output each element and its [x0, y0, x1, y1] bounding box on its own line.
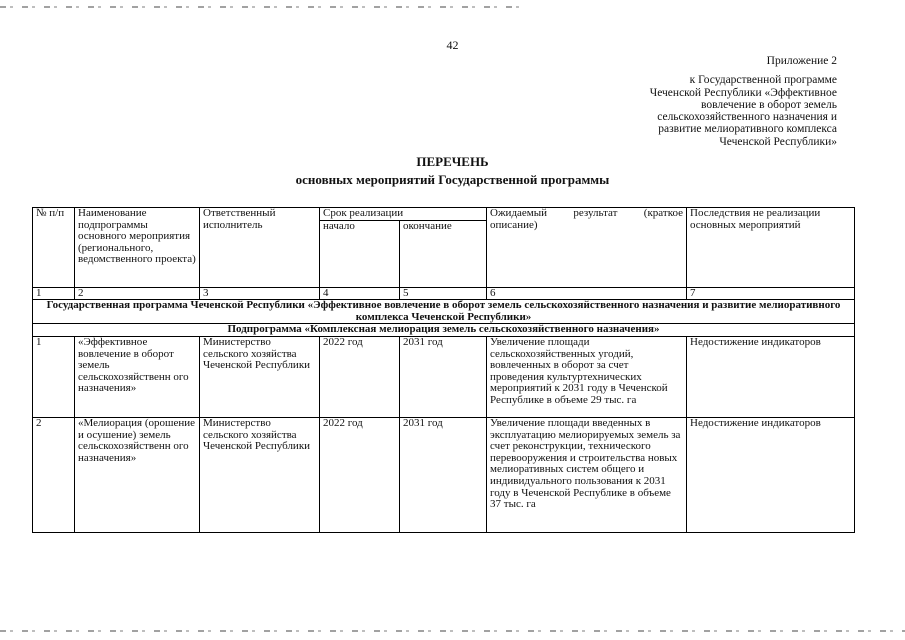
row-end: 2031 год [400, 417, 487, 532]
column-number: 1 [33, 287, 75, 300]
header-executor: Ответственный исполнитель [200, 208, 320, 288]
row-executor: Министерство сельского хозяйства Чеченской Республики [200, 336, 320, 417]
row-name: «Эффективное вовлечение в оборот земель сельскохозяйственн ого назначения» [75, 336, 200, 417]
header-num: № п/п [33, 208, 75, 288]
table-row [33, 336, 855, 417]
column-number: 4 [320, 287, 400, 300]
column-number: 2 [75, 287, 200, 300]
header-name: Наименование подпрограммы основного мероприятия (регионального, ведомственного проекта) [75, 208, 200, 288]
appendix-note [650, 55, 837, 148]
header-result: Ожидаемый результат (краткое описание) [487, 208, 687, 288]
appendix-line: Чеченской Республики» [719, 135, 837, 148]
measures-table [32, 207, 855, 533]
appendix-line: развитие мелиоративного комплекса [658, 123, 837, 136]
column-number: 6 [487, 287, 687, 300]
column-number: 3 [200, 287, 320, 300]
scan-artifact-top [0, 6, 520, 8]
appendix-line: сельскохозяйственного назначения и [657, 111, 837, 124]
appendix-title: Приложение 2 [766, 55, 837, 67]
document-heading [0, 153, 905, 189]
row-result: Увеличение площади введенных в эксплуатацию мелиорируемых земель за счет реконструкции, технического перевооружения и строительства новых мелиоративных систем общего и индивидуального пользования к 2031 году в Чеченской Республике в объеме 37 тыс. га [487, 417, 687, 532]
program-title: Государственная программа Чеченской Республики «Эффективное вовлечение в оборот земель сельскохозяйственного назначения и развитие мелиоративного комплекса Чеченской Республики» [33, 300, 855, 324]
subprogram-title-row [33, 324, 855, 337]
document-title: ПЕРЕЧЕНЬ [416, 154, 489, 169]
appendix-line: вовлечение в оборот земель [700, 98, 837, 111]
header-consequences: Последствия не реализации основных мероприятий [687, 208, 855, 288]
subprogram-title: Подпрограмма «Комплексная мелиорация земель сельскохозяйственного назначения» [33, 324, 855, 337]
column-number: 5 [400, 287, 487, 300]
table-row [33, 417, 855, 532]
row-start: 2022 год [320, 417, 400, 532]
row-num: 1 [33, 336, 75, 417]
program-title-row [33, 300, 855, 324]
appendix-line: Чеченской Республики «Эффективное [649, 86, 837, 99]
header-end: окончание [400, 220, 487, 287]
row-name: «Мелиорация (орошение и осушение) земель сельскохозяйственн ого назначения» [75, 417, 200, 532]
row-consequences: Недостижение индикаторов [687, 417, 855, 532]
column-number: 7 [687, 287, 855, 300]
scan-artifact-bottom [0, 630, 905, 632]
row-executor: Министерство сельского хозяйства Чеченской Республики [200, 417, 320, 532]
column-numbers-row [33, 287, 855, 300]
header-start: начало [320, 220, 400, 287]
row-result: Увеличение площади сельскохозяйственных угодий, вовлеченных в оборот за счет проведения культуртехнических мероприятий к 2031 году в Чеченской Республике в объеме 29 тыс. га [487, 336, 687, 417]
header-period: Срок реализации [320, 208, 487, 221]
document-subtitle: основных мероприятий Государственной программы [295, 172, 610, 187]
row-num: 2 [33, 417, 75, 532]
appendix-line: к Государственной программе [689, 74, 837, 87]
row-consequences: Недостижение индикаторов [687, 336, 855, 417]
row-start: 2022 год [320, 336, 400, 417]
table-header-row [33, 208, 855, 221]
page-number: 42 [446, 38, 459, 52]
row-end: 2031 год [400, 336, 487, 417]
